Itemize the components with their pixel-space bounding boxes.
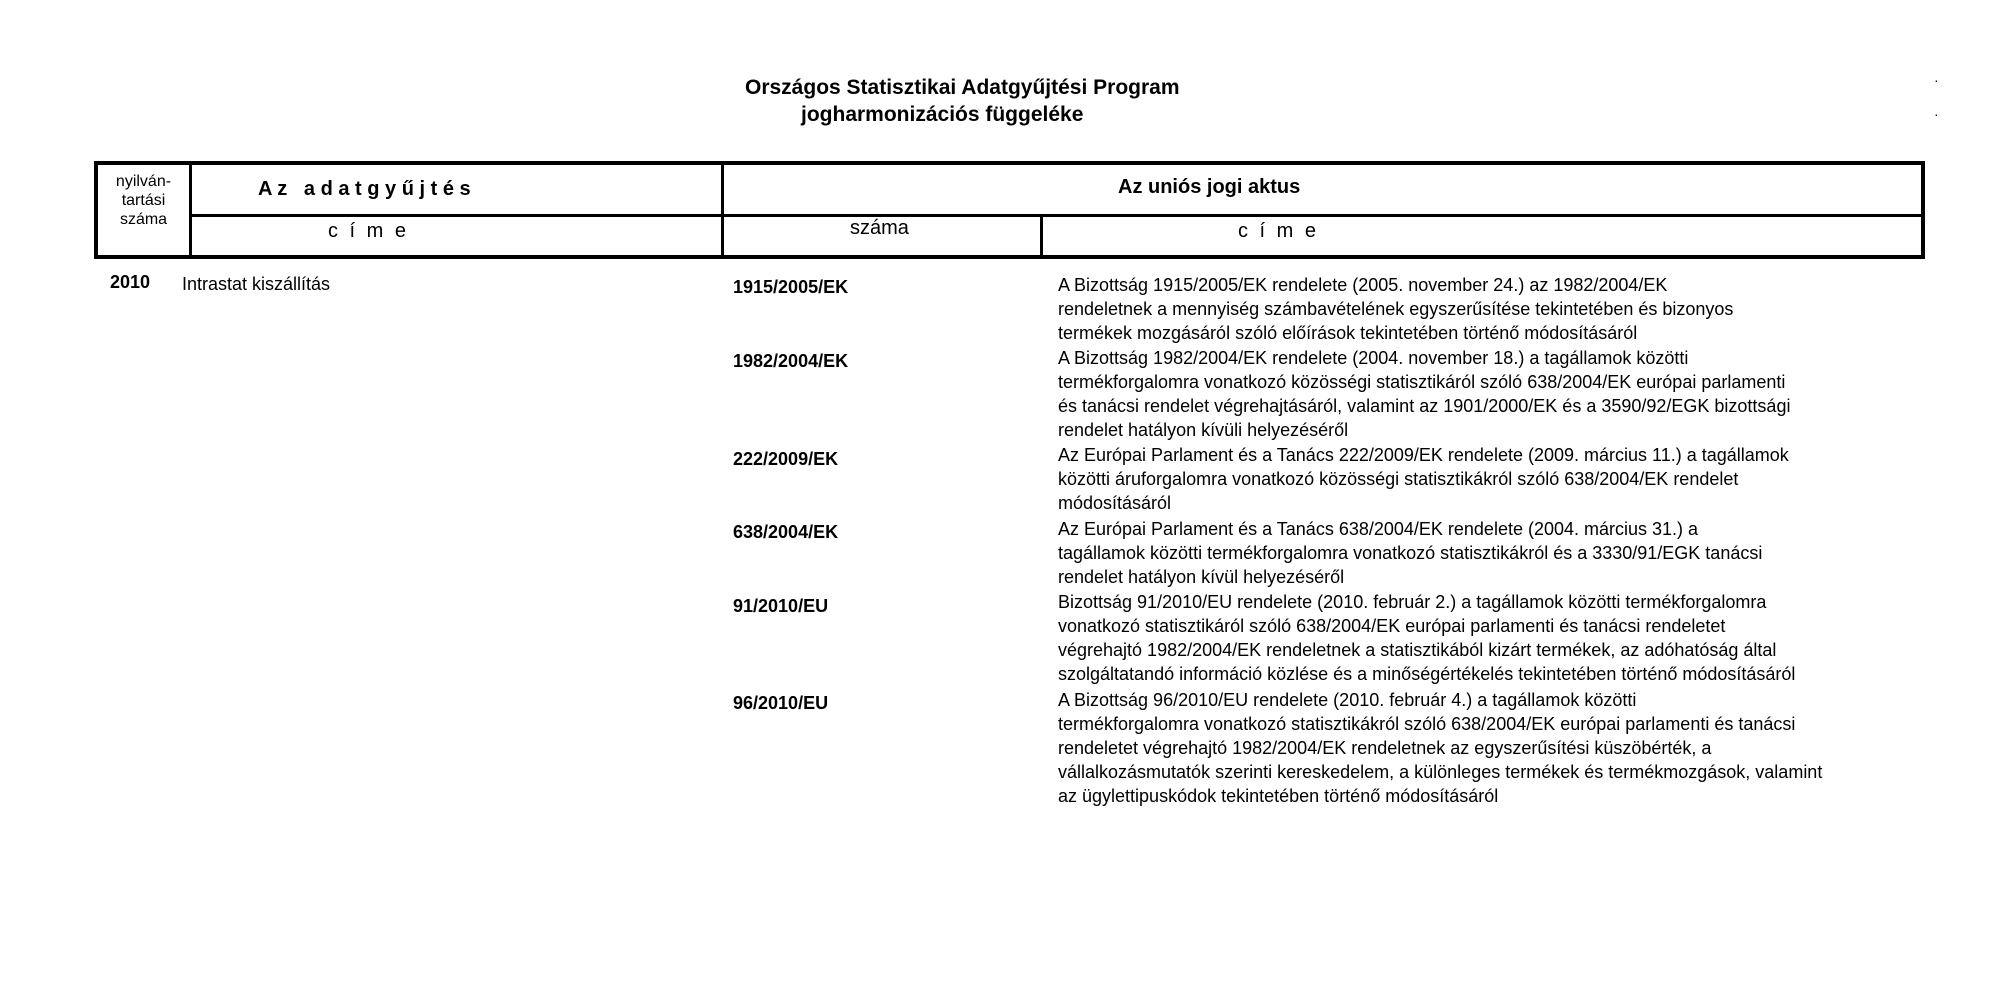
eu-title-header: c í m e <box>1238 220 1317 242</box>
act-title-line: Az Európai Parlament és a Tanács 638/2004/EK rendelete (2004. március 31.) a <box>1058 519 1699 539</box>
divider <box>189 165 192 255</box>
stray-dot: · <box>1934 72 1939 88</box>
act-title-line: A Bizottság 1915/2005/EK rendelete (2005. november 24.) az 1982/2004/EK <box>1058 275 1668 295</box>
collection-name: Intrastat kiszállítás <box>182 274 331 294</box>
divider <box>721 165 724 255</box>
act-number: 1982/2004/EK <box>733 351 849 371</box>
act-title-line: és tanácsi rendelet végrehajtásáról, valamint az 1901/2000/EK és a 3590/92/EGK bizottsági <box>1058 396 1791 416</box>
act-title-line: közötti áruforgalomra vonatkozó közösségi statisztikákról szóló 638/2004/EK rendelet <box>1058 469 1739 489</box>
act-number: 1915/2005/EK <box>733 277 849 297</box>
act-title-line: szolgáltatandó információ közlése és a minőségértékelés tekintetében történő módosításáról <box>1058 664 1796 684</box>
act-title-line: vállalkozásmutatók szerinti kereskedelem, a különleges termékek és termékmozgások, valamint <box>1058 762 1823 782</box>
act-title-line: rendeletnek a mennyiség számbavételének egyszerűsítése tekintetében és bizonyos <box>1058 299 1734 319</box>
act-title-line: termékforgalomra vonatkozó statisztikákról szóló 638/2004/EK európai parlamenti és tanácsi <box>1058 714 1796 734</box>
table-header <box>94 161 1925 259</box>
eu-number-header: száma <box>850 217 909 239</box>
act-title <box>1058 590 1958 686</box>
act-title-line: rendelet hatályon kívüli helyezéséről <box>1058 420 1349 440</box>
act-title <box>1058 273 1958 345</box>
act-title-line: tagállamok közötti termékforgalomra vonatkozó statisztikákról és a 3330/91/EGK tanácsi <box>1058 543 1763 563</box>
title-line-1: Országos Statisztikai Adatgyűjtési Program <box>745 76 1180 99</box>
act-number: 638/2004/EK <box>733 522 839 542</box>
act-title <box>1058 443 1958 515</box>
act-title <box>1058 517 1958 589</box>
reg-label-line: nyilván- <box>115 173 172 190</box>
eu-act-header: Az uniós jogi aktus <box>1118 176 1301 198</box>
act-number: 91/2010/EU <box>733 596 829 616</box>
reg-number-header <box>98 172 189 229</box>
act-title-line: A Bizottság 96/2010/EU rendelete (2010. február 4.) a tagállamok közötti <box>1058 690 1637 710</box>
act-title <box>1058 688 1958 808</box>
collection-header: A z a d a t g y ű j t é s <box>258 178 471 200</box>
act-title-line: módosításáról <box>1058 493 1172 513</box>
act-title-line: termékforgalomra vonatkozó közösségi statisztikáról szóló 638/2004/EK európai parlamenti <box>1058 372 1786 392</box>
act-title-line: végrehajtó 1982/2004/EK rendeletnek a statisztikából kizárt termékek, az adóhatóság által <box>1058 640 1777 660</box>
act-title-line: A Bizottság 1982/2004/EK rendelete (2004. november 18.) a tagállamok közötti <box>1058 348 1689 368</box>
reg-number: 2010 <box>109 272 151 292</box>
act-title-line: vonatkozó statisztikáról szóló 638/2004/EK európai parlamenti és tanácsi rendeletet <box>1058 616 1726 636</box>
act-title-line: Az Európai Parlament és a Tanács 222/2009/EK rendelete (2009. március 11.) a tagállamok <box>1058 445 1789 465</box>
collection-title-header: c í m e <box>328 220 407 242</box>
act-title-line: Bizottság 91/2010/EU rendelete (2010. február 2.) a tagállamok közötti termékforgalomra <box>1058 592 1767 612</box>
title-line-2: jogharmonizációs függeléke <box>801 103 1084 126</box>
act-title-line: az ügylettipuskódok tekintetében történő módosításáról <box>1058 786 1499 806</box>
act-number: 222/2009/EK <box>733 449 839 469</box>
act-title-line: termékek mozgásáról szóló előírások tekintetében történő módosításáról <box>1058 323 1638 343</box>
act-title-line: rendelet hatályon kívül helyezéséről <box>1058 567 1345 587</box>
reg-label-line: tartási <box>121 192 166 209</box>
act-title-line: rendeletet végrehajtó 1982/2004/EK rendeletnek az egyszerűsítési küszöbérték, a <box>1058 738 1712 758</box>
act-number: 96/2010/EU <box>733 693 829 713</box>
act-title <box>1058 346 1958 442</box>
stray-dot: · <box>1934 106 1939 122</box>
reg-label-line: száma <box>119 211 168 228</box>
divider <box>1040 217 1043 255</box>
divider <box>189 214 1921 217</box>
